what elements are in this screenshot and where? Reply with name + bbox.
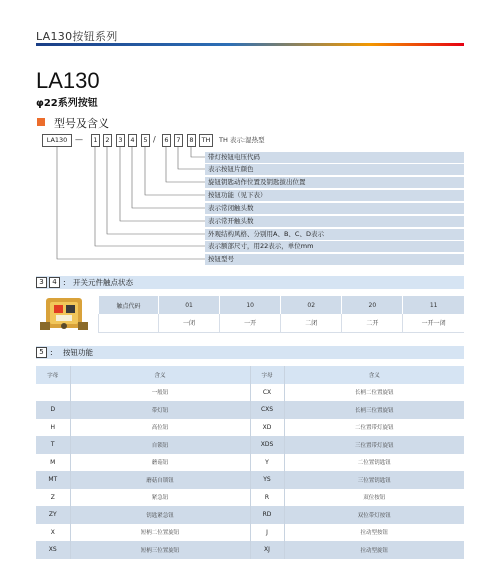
row-letter: ZY <box>36 506 70 524</box>
row-meaning-2: 长柄三位置旋钮 <box>284 401 464 419</box>
row-meaning-2: 双位带灯按钮 <box>284 506 464 524</box>
section-head-functions <box>36 346 464 359</box>
model-subtitle: φ22系列按钮 <box>36 98 98 109</box>
section-num-3: 3 <box>36 277 47 288</box>
table-row <box>36 454 464 472</box>
function-table <box>36 366 464 559</box>
contact-code-11: 11 <box>403 296 464 314</box>
section-head-contacts <box>36 276 464 289</box>
code-digit-6: 6 <box>162 134 171 147</box>
desc-no-count: 表示常开触头数 <box>205 216 464 227</box>
row-meaning-2: 三位置钥匙钮 <box>284 471 464 489</box>
table-row <box>36 419 464 437</box>
desc-color: 表示按钮片颜色 <box>205 164 464 175</box>
row-meaning-2: 拉动型旋钮 <box>284 541 464 559</box>
model-title: LA130 <box>36 68 100 93</box>
col-header-letter: 字母 <box>36 366 70 384</box>
desc-style: 外观结构风格、分别用A、B、C、D表示 <box>205 229 464 240</box>
contact-header-label: 触点代码 <box>99 296 159 314</box>
row-meaning-2: 二位置钥匙钮 <box>284 454 464 472</box>
contact-state-5: 一开一闭 <box>403 314 464 332</box>
contact-state-4: 二开 <box>342 314 403 332</box>
table-row <box>36 384 464 402</box>
code-suffix-box: TH <box>199 134 213 147</box>
row-meaning: 蘑菇钮 <box>70 454 250 472</box>
section-colon: : <box>63 278 66 287</box>
row-letter-2: CXS <box>250 401 284 419</box>
row-letter: X <box>36 524 70 542</box>
row-meaning: 紧急钮 <box>70 489 250 507</box>
contact-code-10: 10 <box>220 296 281 314</box>
section-title-functions: 按钮功能 <box>63 348 93 357</box>
row-meaning: 短柄二位置旋钮 <box>70 524 250 542</box>
switch-element-image <box>36 296 94 332</box>
row-letter-2: XDS <box>250 436 284 454</box>
row-meaning: 带灯钮 <box>70 401 250 419</box>
row-meaning: 一般钮 <box>70 384 250 402</box>
section-num-5: 5 <box>36 347 47 358</box>
code-digit-4: 4 <box>128 134 137 147</box>
table-row <box>36 524 464 542</box>
section-num-4: 4 <box>49 277 60 288</box>
contact-code-02: 02 <box>281 296 342 314</box>
table-row <box>36 506 464 524</box>
row-meaning: 高位钮 <box>70 419 250 437</box>
row-meaning-2: 拉动型按钮 <box>284 524 464 542</box>
row-letter-2: RD <box>250 506 284 524</box>
function-table-header <box>36 366 464 384</box>
desc-size: 表示额部尺寸，用22表示，单位mm <box>205 241 464 252</box>
row-letter: XS <box>36 541 70 559</box>
model-code-row <box>0 134 500 148</box>
row-letter-2: XD <box>250 419 284 437</box>
row-letter-2: CX <box>250 384 284 402</box>
code-digit-5: 5 <box>141 134 150 147</box>
row-letter-2: Y <box>250 454 284 472</box>
contact-code-row <box>99 296 465 314</box>
section-title-contacts: 开关元件触点状态 <box>73 278 133 287</box>
desc-voltage-code: 带灯按钮电压代码 <box>205 152 464 163</box>
section-title-model: 型号及含义 <box>54 117 109 130</box>
col-header-meaning-2: 含义 <box>284 366 464 384</box>
series-title: LA130按钮系列 <box>36 30 118 43</box>
row-letter-2: YS <box>250 471 284 489</box>
contact-state-3: 二闭 <box>281 314 342 332</box>
section-colon-5: : <box>50 348 53 357</box>
row-letter-2: J <box>250 524 284 542</box>
table-row <box>36 401 464 419</box>
row-letter: T <box>36 436 70 454</box>
contact-code-table <box>98 296 464 333</box>
code-digit-8: 8 <box>187 134 196 147</box>
row-letter-2: XJ <box>250 541 284 559</box>
code-dash: — <box>75 135 83 144</box>
row-meaning-2: 双位按钮 <box>284 489 464 507</box>
row-meaning-2: 三位置带灯旋钮 <box>284 436 464 454</box>
row-letter: M <box>36 454 70 472</box>
col-header-letter-2: 字母 <box>250 366 284 384</box>
desc-model: 按钮型号 <box>205 254 464 265</box>
contact-state-1: 一闭 <box>159 314 220 332</box>
row-letter: Z <box>36 489 70 507</box>
row-letter-2: R <box>250 489 284 507</box>
table-row <box>36 489 464 507</box>
contact-state-2: 一开 <box>220 314 281 332</box>
row-meaning-2: 长柄二位置旋钮 <box>284 384 464 402</box>
row-letter: D <box>36 401 70 419</box>
row-letter <box>36 384 70 402</box>
code-suffix-text: TH 表示:湿热型 <box>219 136 265 144</box>
row-meaning: 蘑菇自锁钮 <box>70 471 250 489</box>
row-meaning-2: 二位置带灯旋钮 <box>284 419 464 437</box>
contact-state-blank <box>99 314 159 332</box>
row-meaning: 自锁钮 <box>70 436 250 454</box>
code-digit-1: 1 <box>91 134 100 147</box>
table-row <box>36 436 464 454</box>
row-meaning: 钥匙紧急钮 <box>70 506 250 524</box>
section-marker-icon <box>37 118 45 126</box>
table-row <box>36 541 464 559</box>
col-header-meaning: 含义 <box>70 366 250 384</box>
contact-state-row <box>99 314 465 332</box>
code-digit-3: 3 <box>116 134 125 147</box>
row-letter: H <box>36 419 70 437</box>
desc-nc-count: 表示常闭触头数 <box>205 203 464 214</box>
code-prefix-box: LA130 <box>42 134 72 147</box>
table-row <box>36 471 464 489</box>
series-divider <box>36 43 464 46</box>
code-digit-2: 2 <box>103 134 112 147</box>
row-letter: MT <box>36 471 70 489</box>
code-digit-7: 7 <box>174 134 183 147</box>
desc-function: 按钮功能（见下表） <box>205 190 464 201</box>
row-meaning: 短柄三位置旋钮 <box>70 541 250 559</box>
desc-key-position: 旋钮钥匙动作位置及钥匙拔出位置 <box>205 177 464 188</box>
contact-code-01: 01 <box>159 296 220 314</box>
code-slash: / <box>153 135 156 144</box>
contact-code-20: 20 <box>342 296 403 314</box>
